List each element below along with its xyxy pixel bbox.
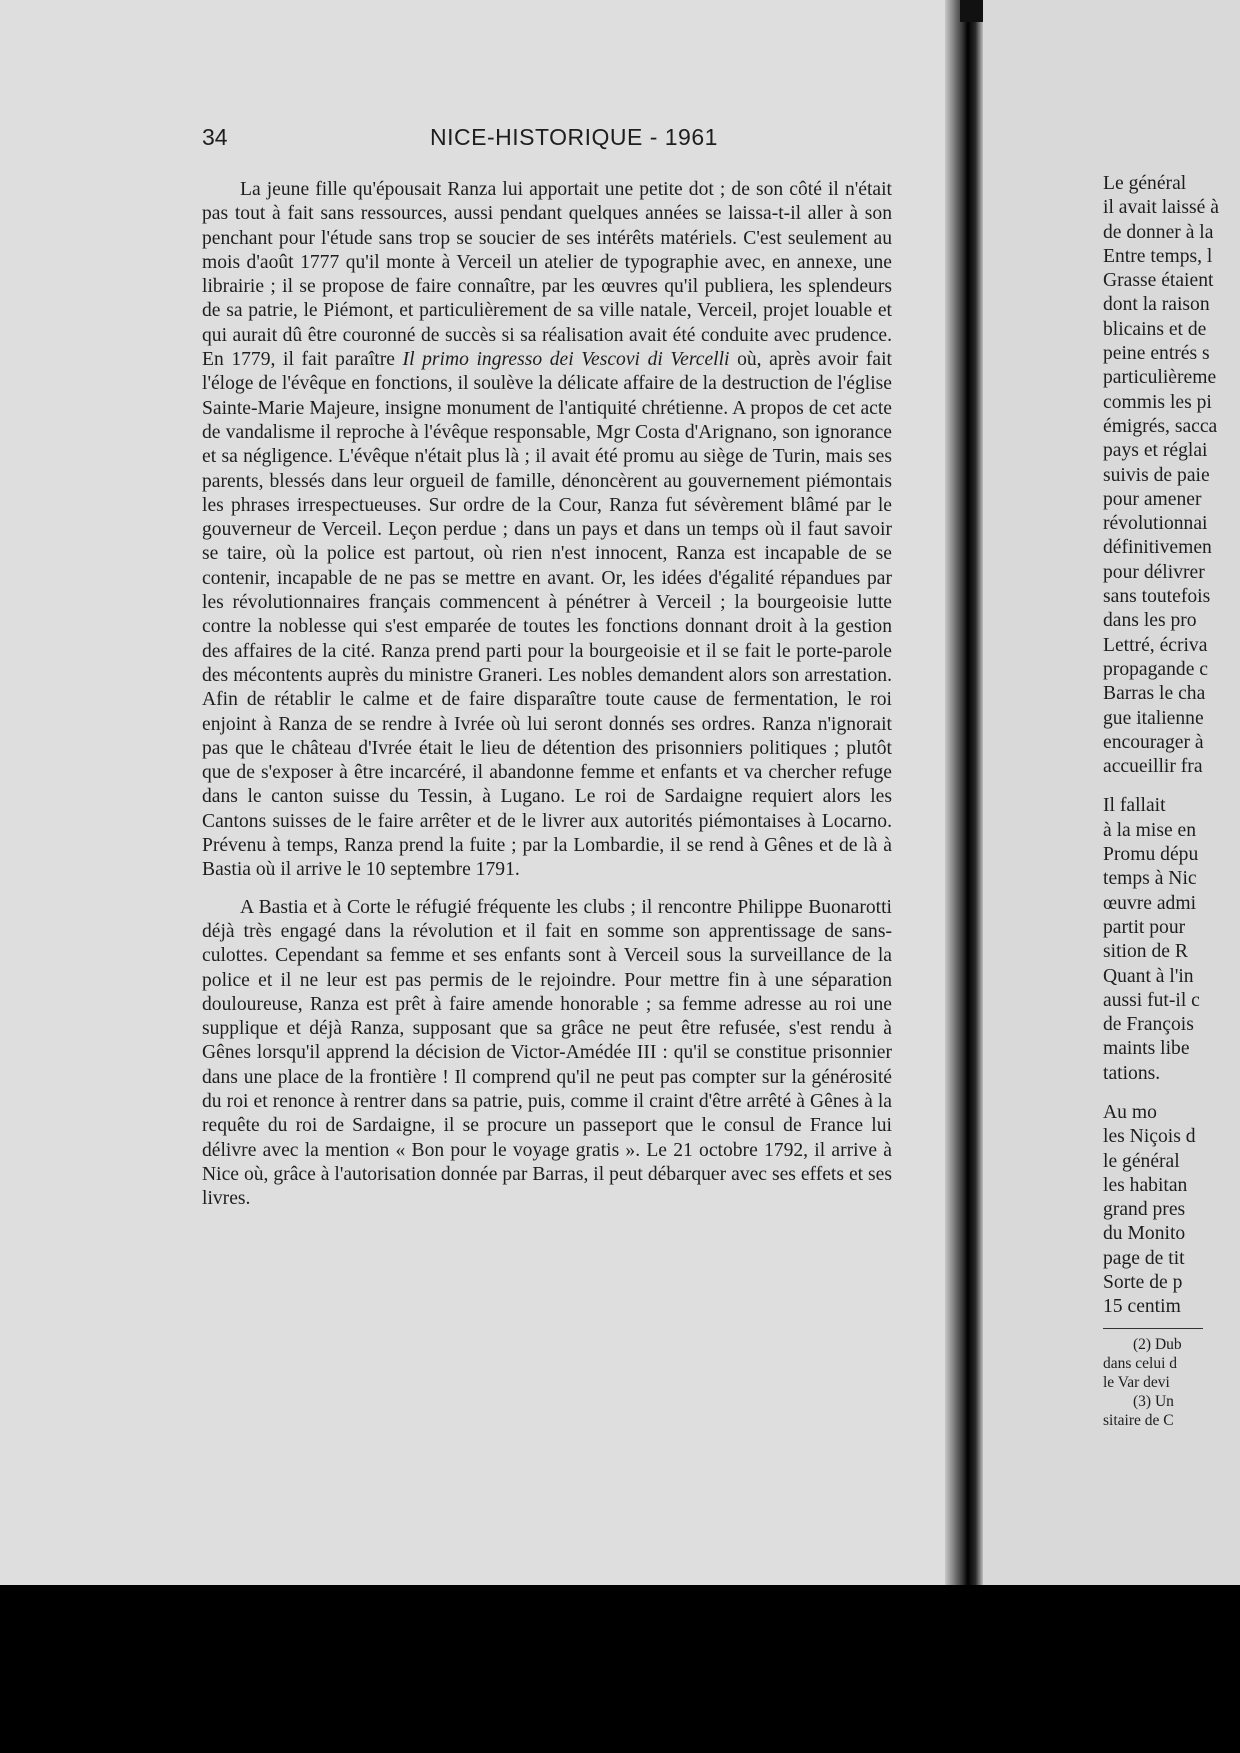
book-title-italic: Il primo ingresso dei Vescovi di Vercelli (402, 349, 730, 371)
right-line: page de tit (1103, 1247, 1185, 1269)
right-line: sans toutefois (1103, 586, 1211, 608)
page-number: 34 (202, 124, 228, 150)
right-line: accueillir fra (1103, 756, 1203, 778)
right-line: il avait laissé à (1103, 197, 1219, 219)
right-line: Il fallait (1103, 795, 1166, 817)
right-line: particulièreme (1103, 367, 1217, 389)
right-line: aussi fut-il c (1103, 989, 1200, 1011)
right-line: propagande c (1103, 658, 1208, 680)
right-line: suivis de paie (1103, 464, 1210, 486)
right-line: temps à Nic (1103, 868, 1197, 890)
right-line: gue italienne (1103, 707, 1204, 729)
right-line: Barras le cha (1103, 683, 1206, 705)
right-line: Grasse étaient (1103, 270, 1214, 292)
right-line: encourager à (1103, 731, 1204, 753)
right-line: commis les pi (1103, 391, 1212, 413)
right-line: pays et réglai (1103, 440, 1208, 462)
right-line: à la mise en (1103, 819, 1197, 841)
footnote-line: (2) Dub (1133, 1335, 1182, 1353)
right-line: Lettré, écriva (1103, 634, 1208, 656)
right-line: émigrés, sacca (1103, 415, 1218, 437)
right-line: œuvre admi (1103, 892, 1197, 914)
right-line: Entre temps, l (1103, 245, 1213, 267)
right-line: blicains et de (1103, 318, 1207, 340)
page-header (202, 124, 892, 164)
right-line: peine entrés s (1103, 343, 1210, 365)
right-line: dont la raison (1103, 294, 1210, 316)
right-line: définitivemen (1103, 537, 1212, 559)
footnote-line: sitaire de C (1103, 1411, 1174, 1429)
right-line: Le général (1103, 173, 1187, 194)
right-line: Au mo (1103, 1101, 1157, 1123)
right-line: de donner à la (1103, 221, 1214, 243)
right-line: Quant à l'in (1103, 965, 1194, 987)
right-line: dans les pro (1103, 610, 1197, 632)
right-line: sition de R (1103, 941, 1188, 963)
right-line: du Monito (1103, 1223, 1186, 1245)
right-line: Sorte de p (1103, 1272, 1183, 1294)
running-title: NICE-HISTORIQUE - 1961 (430, 124, 718, 150)
right-line: révolutionnai (1103, 513, 1208, 535)
right-line: le général (1103, 1150, 1180, 1172)
footnote-line: (3) Un (1133, 1392, 1174, 1410)
right-line: de François (1103, 1014, 1194, 1036)
footnote-line: le Var devi (1103, 1373, 1170, 1391)
right-line: grand pres (1103, 1199, 1186, 1221)
right-page-fragments (1103, 172, 1240, 1430)
right-line: 15 centim (1103, 1296, 1181, 1318)
footnote-line: dans celui d (1103, 1354, 1178, 1372)
right-line: les habitan (1103, 1174, 1188, 1196)
right-line: Promu dépu (1103, 844, 1199, 866)
book-gutter (945, 0, 983, 1585)
right-line: maints libe (1103, 1038, 1190, 1060)
right-line: pour amener (1103, 488, 1202, 510)
footnote-rule (1103, 1328, 1203, 1329)
paragraph-2: A Bastia et à Corte le réfugié fréquente les clubs ; il rencontre Philippe Buonarotti déjà très engagé dans la révolution et il fait en somme son apprentissage de sans-culottes. Cependant sa femme et ses enfants sont à Verceil sous la surveillance de la police et il ne leur est pas permis de le rejoindre. Pour mettre fin à une séparation douloureuse, Ranza est prêt à faire amende honorable ; sa femme adresse au roi une supplique et déjà Ranza, supposant que sa grâce ne peut être refusée, s'est rendu à Gênes lorsqu'il apprend la décision de Victor-Amédée III : qu'il se constitue prisonnier dans une place de la frontière ! Il comprend qu'il ne peut pas compter sur la générosité du roi et renonce à rentrer dans sa patrie, puis, comme il craint d'être arrêté à Gênes à la requête du roi de Sardaigne, il se procure un passeport que le consul de France lui délivre avec la mention « Bon pour le voyage gratis ». Le 21 octobre 1792, il arrive à Nice où, grâce à l'autorisation donnée par Barras, il peut débarquer avec ses effets et ses livres. (202, 896, 892, 1210)
right-line: pour délivrer (1103, 561, 1205, 583)
left-page-body (202, 178, 892, 1211)
paragraph-1: La jeune fille qu'épousait Ranza lui apportait une petite dot ; de son côté il n'était pas tout à fait sans ressources, aussi pendant quelques années se laissa-t-il aller à son penchant pour l'étude sans trop se soucier de ses intérêts matériels. C'est seulement au mois d'août 1777 qu'il monte à Verceil un atelier de typographie avec, en annexe, une librairie ; il se propose de faire connaître, par les œuvres qu'il publiera, les splendeurs de sa patrie, le Piémont, et particulièrement de sa ville natale, Verceil, projet louable et qui aurait dû être couronné de succès si sa réalisation avait été conduite avec prudence. En 1779, il fait paraître Il primo ingresso dei Vescovi di Vercelli où, après avoir fait l'éloge de l'évêque en fonctions, il soulève la délicate affaire de la destruction de l'église Sainte-Marie Majeure, insigne monument de l'antiquité chrétienne. A propos de cet acte de vandalisme il reproche à l'évêque responsable, Mgr Costa d'Arignano, son ignorance et sa négligence. L'évêque n'était plus là ; il avait été promu au siège de Turin, mais ses parents, blessés dans leur orgueil de famille, dénoncèrent au gouvernement piémontais les phrases irrespectueuses. Sur ordre de la Cour, Ranza fut sévèrement blâmé par le gouverneur de Verceil. Leçon perdue ; dans un pays et dans un temps où il faut savoir se taire, où la police est partout, où rien n'est innocent, Ranza est incapable de se contenir, incapable de ne pas se mettre en avant. Or, les idées d'égalité répandues par les révolutionnaires français commencent à pénétrer à Verceil ; la bourgeoisie lutte contre la noblesse qui s'est emparée de toutes les fonctions donnant droit à la gestion des affaires de la cité. Ranza prend parti pour la bourgeoisie et il se fait le porte-parole des mécontents auprès du ministre Graneri. Les nobles demandent alors son arrestation. Afin de rétablir le calme et de faire disparaître toute cause de fermentation, le roi enjoint à Ranza de se rendre à Ivrée où lui seront donnés ses ordres. Ranza n'ignorait pas que le château d'Ivrée était le lieu de détention des prisonniers politiques ; plutôt que de s'exposer à être incarcéré, il abandonne femme et enfants et va chercher refuge dans le canton suisse du Tessin, à Lugano. Le roi de Sardaigne requiert alors les Cantons suisses de le faire arrêter et de le livrer aux autorités piémontaises à Locarno. Prévenu à temps, Ranza prend la fuite ; par la Lombardie, il se rend à Gênes et de là à Bastia où il arrive le 10 septembre 1791. (202, 179, 892, 881)
right-line: tations. (1103, 1062, 1161, 1084)
right-line: partit pour (1103, 916, 1186, 938)
right-line: les Niçois d (1103, 1126, 1196, 1148)
